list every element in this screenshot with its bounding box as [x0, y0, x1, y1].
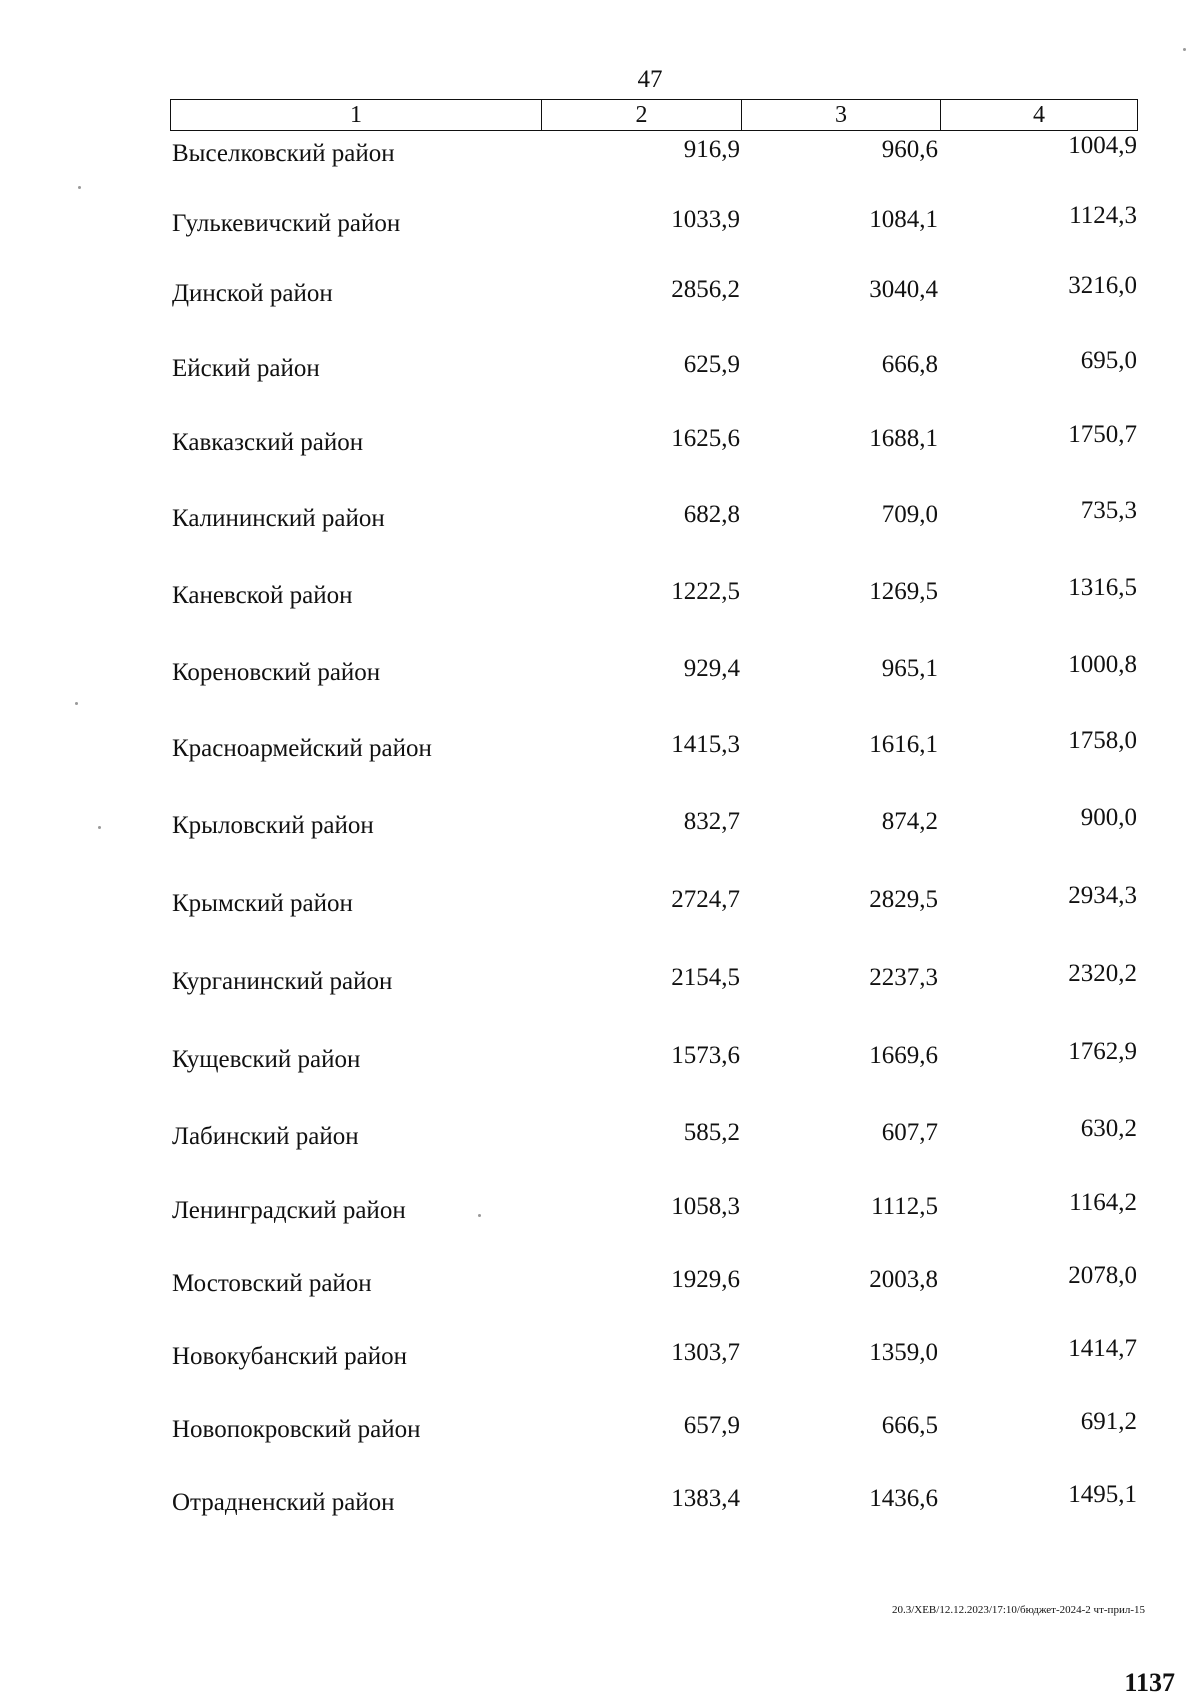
value-col-4: 1750,7: [1068, 421, 1137, 448]
header-cell-1: 1: [350, 101, 362, 128]
value-col-4: 3216,0: [1068, 272, 1137, 299]
value-col-4: 695,0: [1080, 347, 1137, 374]
table-row: [0, 132, 1200, 176]
value-col-3: 1436,6: [869, 1485, 938, 1512]
sheet-number: 1137: [1124, 1668, 1175, 1697]
district-name: Кущевский район: [172, 1046, 361, 1073]
district-name: Кореновский район: [172, 659, 381, 686]
table-row: [0, 1335, 1200, 1379]
value-col-2: 1303,7: [671, 1339, 740, 1366]
district-name: Новокубанский район: [172, 1343, 407, 1370]
value-col-3: 2829,5: [869, 886, 938, 913]
value-col-2: 929,4: [683, 655, 740, 682]
value-col-3: 1084,1: [869, 206, 938, 233]
value-col-4: 1124,3: [1069, 202, 1137, 229]
value-col-2: 1625,6: [671, 425, 740, 452]
value-col-3: 666,5: [881, 1412, 938, 1439]
value-col-2: 1033,9: [671, 206, 740, 233]
district-name: Крыловский район: [172, 812, 374, 839]
value-col-2: 1415,3: [671, 731, 740, 758]
value-col-4: 1414,7: [1068, 1335, 1137, 1362]
district-name: Крымский район: [172, 890, 353, 917]
value-col-3: 3040,4: [869, 276, 938, 303]
value-col-4: 691,2: [1080, 1408, 1137, 1435]
value-col-3: 666,8: [881, 351, 938, 378]
table-row: [0, 1038, 1200, 1082]
table-row: [0, 1189, 1200, 1233]
value-col-3: 874,2: [881, 808, 938, 835]
header-cell-4: 4: [940, 100, 1137, 130]
value-col-3: 1669,6: [869, 1042, 938, 1069]
value-col-2: 2856,2: [671, 276, 740, 303]
value-col-2: 1929,6: [671, 1266, 740, 1293]
value-col-3: 1112,5: [871, 1193, 938, 1220]
table-row: [0, 1262, 1200, 1306]
value-col-2: 2154,5: [671, 964, 740, 991]
table-row: [0, 202, 1200, 246]
header-cell-3: 3: [741, 100, 940, 130]
value-col-4: 1495,1: [1068, 1481, 1137, 1508]
value-col-2: 625,9: [683, 351, 740, 378]
district-name: Лабинский район: [172, 1123, 359, 1150]
value-col-4: 1004,9: [1068, 132, 1137, 159]
district-name: Красноармейский район: [172, 735, 432, 762]
value-col-4: 1762,9: [1068, 1038, 1137, 1065]
value-col-4: 630,2: [1080, 1115, 1137, 1142]
value-col-2: 832,7: [683, 808, 740, 835]
district-name: Калининский район: [172, 505, 385, 532]
value-col-2: 1058,3: [671, 1193, 740, 1220]
value-col-3: 1688,1: [869, 425, 938, 452]
table-row: [0, 497, 1200, 541]
value-col-3: 2237,3: [869, 964, 938, 991]
table-row: [0, 272, 1200, 316]
value-col-2: 657,9: [683, 1412, 740, 1439]
value-col-4: 1164,2: [1069, 1189, 1137, 1216]
district-name: Каневской район: [172, 582, 353, 609]
table-row: [0, 727, 1200, 771]
value-col-3: 1359,0: [869, 1339, 938, 1366]
value-col-2: 916,9: [683, 136, 740, 163]
table-row: [0, 421, 1200, 465]
value-col-4: 900,0: [1080, 804, 1137, 831]
value-col-2: 585,2: [683, 1119, 740, 1146]
table-row: [0, 960, 1200, 1004]
scan-speck: [1183, 48, 1186, 51]
value-col-2: 1573,6: [671, 1042, 740, 1069]
table-row: [0, 882, 1200, 926]
district-name: Выселковский район: [172, 140, 395, 167]
document-code: 20.3/ХЕВ/12.12.2023/17:10/бюджет-2024-2 чт-прил-15: [891, 1604, 1145, 1616]
scan-speck: [78, 186, 81, 189]
table-header-row: [170, 99, 1138, 131]
district-name: Мостовский район: [172, 1270, 372, 1297]
value-col-4: 1758,0: [1068, 727, 1137, 754]
table-row: [0, 651, 1200, 695]
district-name: Динской район: [172, 280, 333, 307]
value-col-3: 1616,1: [869, 731, 938, 758]
scan-speck: [75, 702, 78, 705]
value-col-3: 709,0: [881, 501, 938, 528]
value-col-4: 1316,5: [1068, 574, 1137, 601]
district-name: Отрадненский район: [172, 1489, 395, 1516]
value-col-3: 607,7: [881, 1119, 938, 1146]
district-name: Кавказский район: [172, 429, 364, 456]
value-col-3: 965,1: [881, 655, 938, 682]
table-row: [0, 1408, 1200, 1452]
table-row: [0, 1481, 1200, 1525]
district-name: Ейский район: [172, 355, 320, 382]
table-row: [0, 347, 1200, 391]
page-number: 47: [637, 66, 663, 93]
value-col-3: 1269,5: [869, 578, 938, 605]
value-col-2: 1222,5: [671, 578, 740, 605]
district-name: Гулькевичский район: [172, 210, 401, 237]
scan-speck: [478, 1214, 481, 1217]
value-col-2: 1383,4: [671, 1485, 740, 1512]
value-col-4: 1000,8: [1068, 651, 1137, 678]
scan-speck: [98, 826, 101, 829]
value-col-4: 2320,2: [1068, 960, 1137, 987]
value-col-3: 960,6: [881, 136, 938, 163]
value-col-4: 2934,3: [1068, 882, 1137, 909]
value-col-4: 2078,0: [1068, 1262, 1137, 1289]
table-row: [0, 1115, 1200, 1159]
table-row: [0, 804, 1200, 848]
value-col-2: 682,8: [683, 501, 740, 528]
value-col-4: 735,3: [1080, 497, 1137, 524]
value-col-2: 2724,7: [671, 886, 740, 913]
district-name: Новопокровский район: [172, 1416, 421, 1443]
district-name: Ленинградский район: [172, 1197, 406, 1224]
table-row: [0, 574, 1200, 618]
header-cell-2: 2: [541, 100, 741, 130]
district-name: Курганинский район: [172, 968, 393, 995]
value-col-3: 2003,8: [869, 1266, 938, 1293]
